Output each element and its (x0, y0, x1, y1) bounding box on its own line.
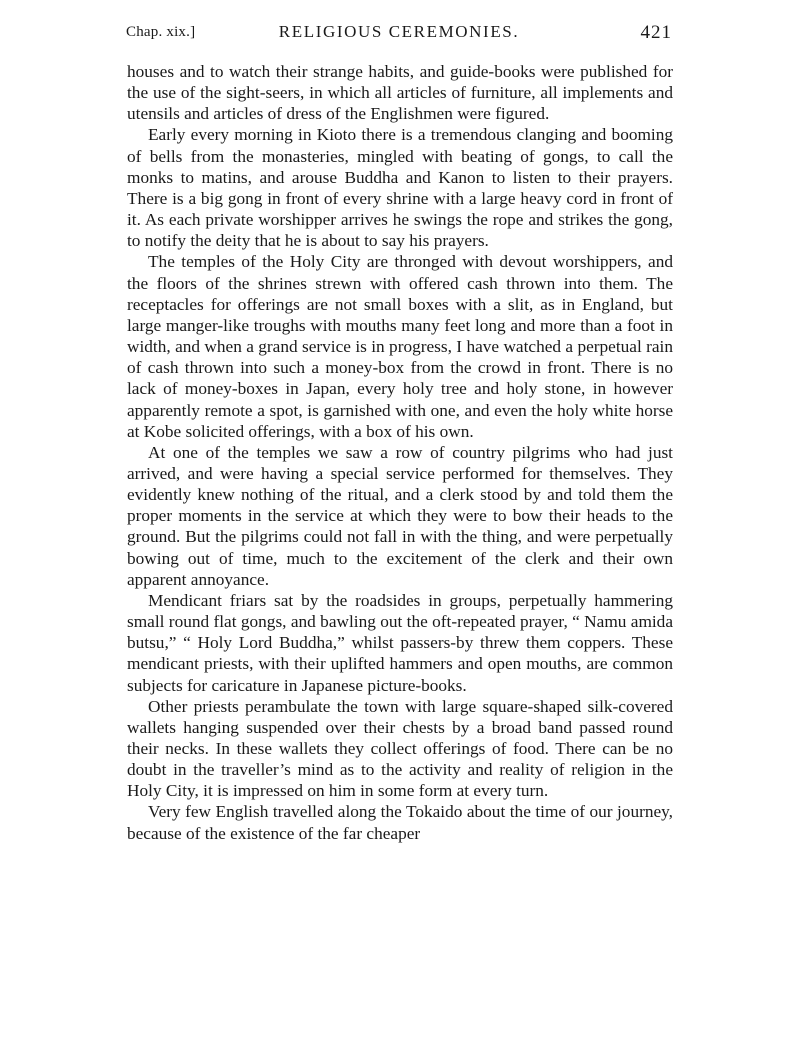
running-head (126, 22, 672, 46)
running-title: RELIGIOUS CEREMONIES. (278, 22, 520, 41)
paragraph-mendicant-friars: Mendicant friars sat by the roadsides in groups, perpetually hammering small round flat gongs, and bawling out the oft-repeated prayer, “ Namu amida butsu,” “ Holy Lord Buddha,” whilst passers-by threw them coppers. These mendicant priests, with their uplifted hammers and open mouths, are common subjects for caricature in Japanese picture-books. (127, 590, 673, 695)
page-number: 421 (640, 22, 672, 43)
paragraph-tokaido: Very few English travelled along the Tokaido about the time of our journey, because of the existence of the far cheaper (127, 802, 673, 843)
paragraph-pilgrims: At one of the temples we saw a row of country pilgrims who had just arrived, and were having a special service performed for themselves. They evidently knew nothing of the ritual, and a clerk stood by and told them the proper moments in the service at which they were to bow their heads to the ground. But the pilgrims could not fall in with the thing, and were perpetually bowing out of time, much to the excitement of the clerk and their own apparent annoyance. (127, 442, 673, 589)
paragraph-priests-wallets: Other priests perambulate the town with large square-shaped silk-covered wallets hanging suspended over their chests by a broad band passed round their necks. In these wallets they collect offerings of food. There can be no doubt in the traveller’s mind as to the activity and reality of religion in the Holy City, it is impressed on him in some form at every turn. (127, 696, 673, 801)
paragraph-continued: houses and to watch their strange habits, and guide-books were published for the use of the sight-seers, in which all articles of furniture, all implements and utensils and articles of dress of the Englishmen were figured. (127, 62, 673, 124)
chapter-reference: Chap. xix.] (126, 24, 196, 40)
body-text (127, 61, 673, 844)
paragraph-morning-bells: Early every morning in Kioto there is a tremendous clanging and booming of bells from the monasteries, mingled with beating of gongs, to call the monks to matins, and arouse Buddha and Kanon to listen to their prayers. There is a big gong in front of every shrine with a large heavy cord in front of it. As each private worshipper arrives he swings the rope and strikes the gong, to notify the deity that he is about to say his prayers. (127, 125, 673, 251)
paragraph-temples-offerings: The temples of the Holy City are thronged with devout worshippers, and the floors of the shrines strewn with offered cash thrown into them. The receptacles for offerings are not small boxes with a slit, as in England, but large manger-like troughs with mouths many feet long and more than a foot in width, and when a grand service is in progress, I have watched a perpetual rain of cash thrown into such a money-box from the crowd in front. There is no lack of money-boxes in Japan, every holy tree and holy stone, in however apparently remote a spot, is garnished with one, and even the holy white horse at Kobe solicited offerings, with a box of his own. (127, 252, 673, 441)
